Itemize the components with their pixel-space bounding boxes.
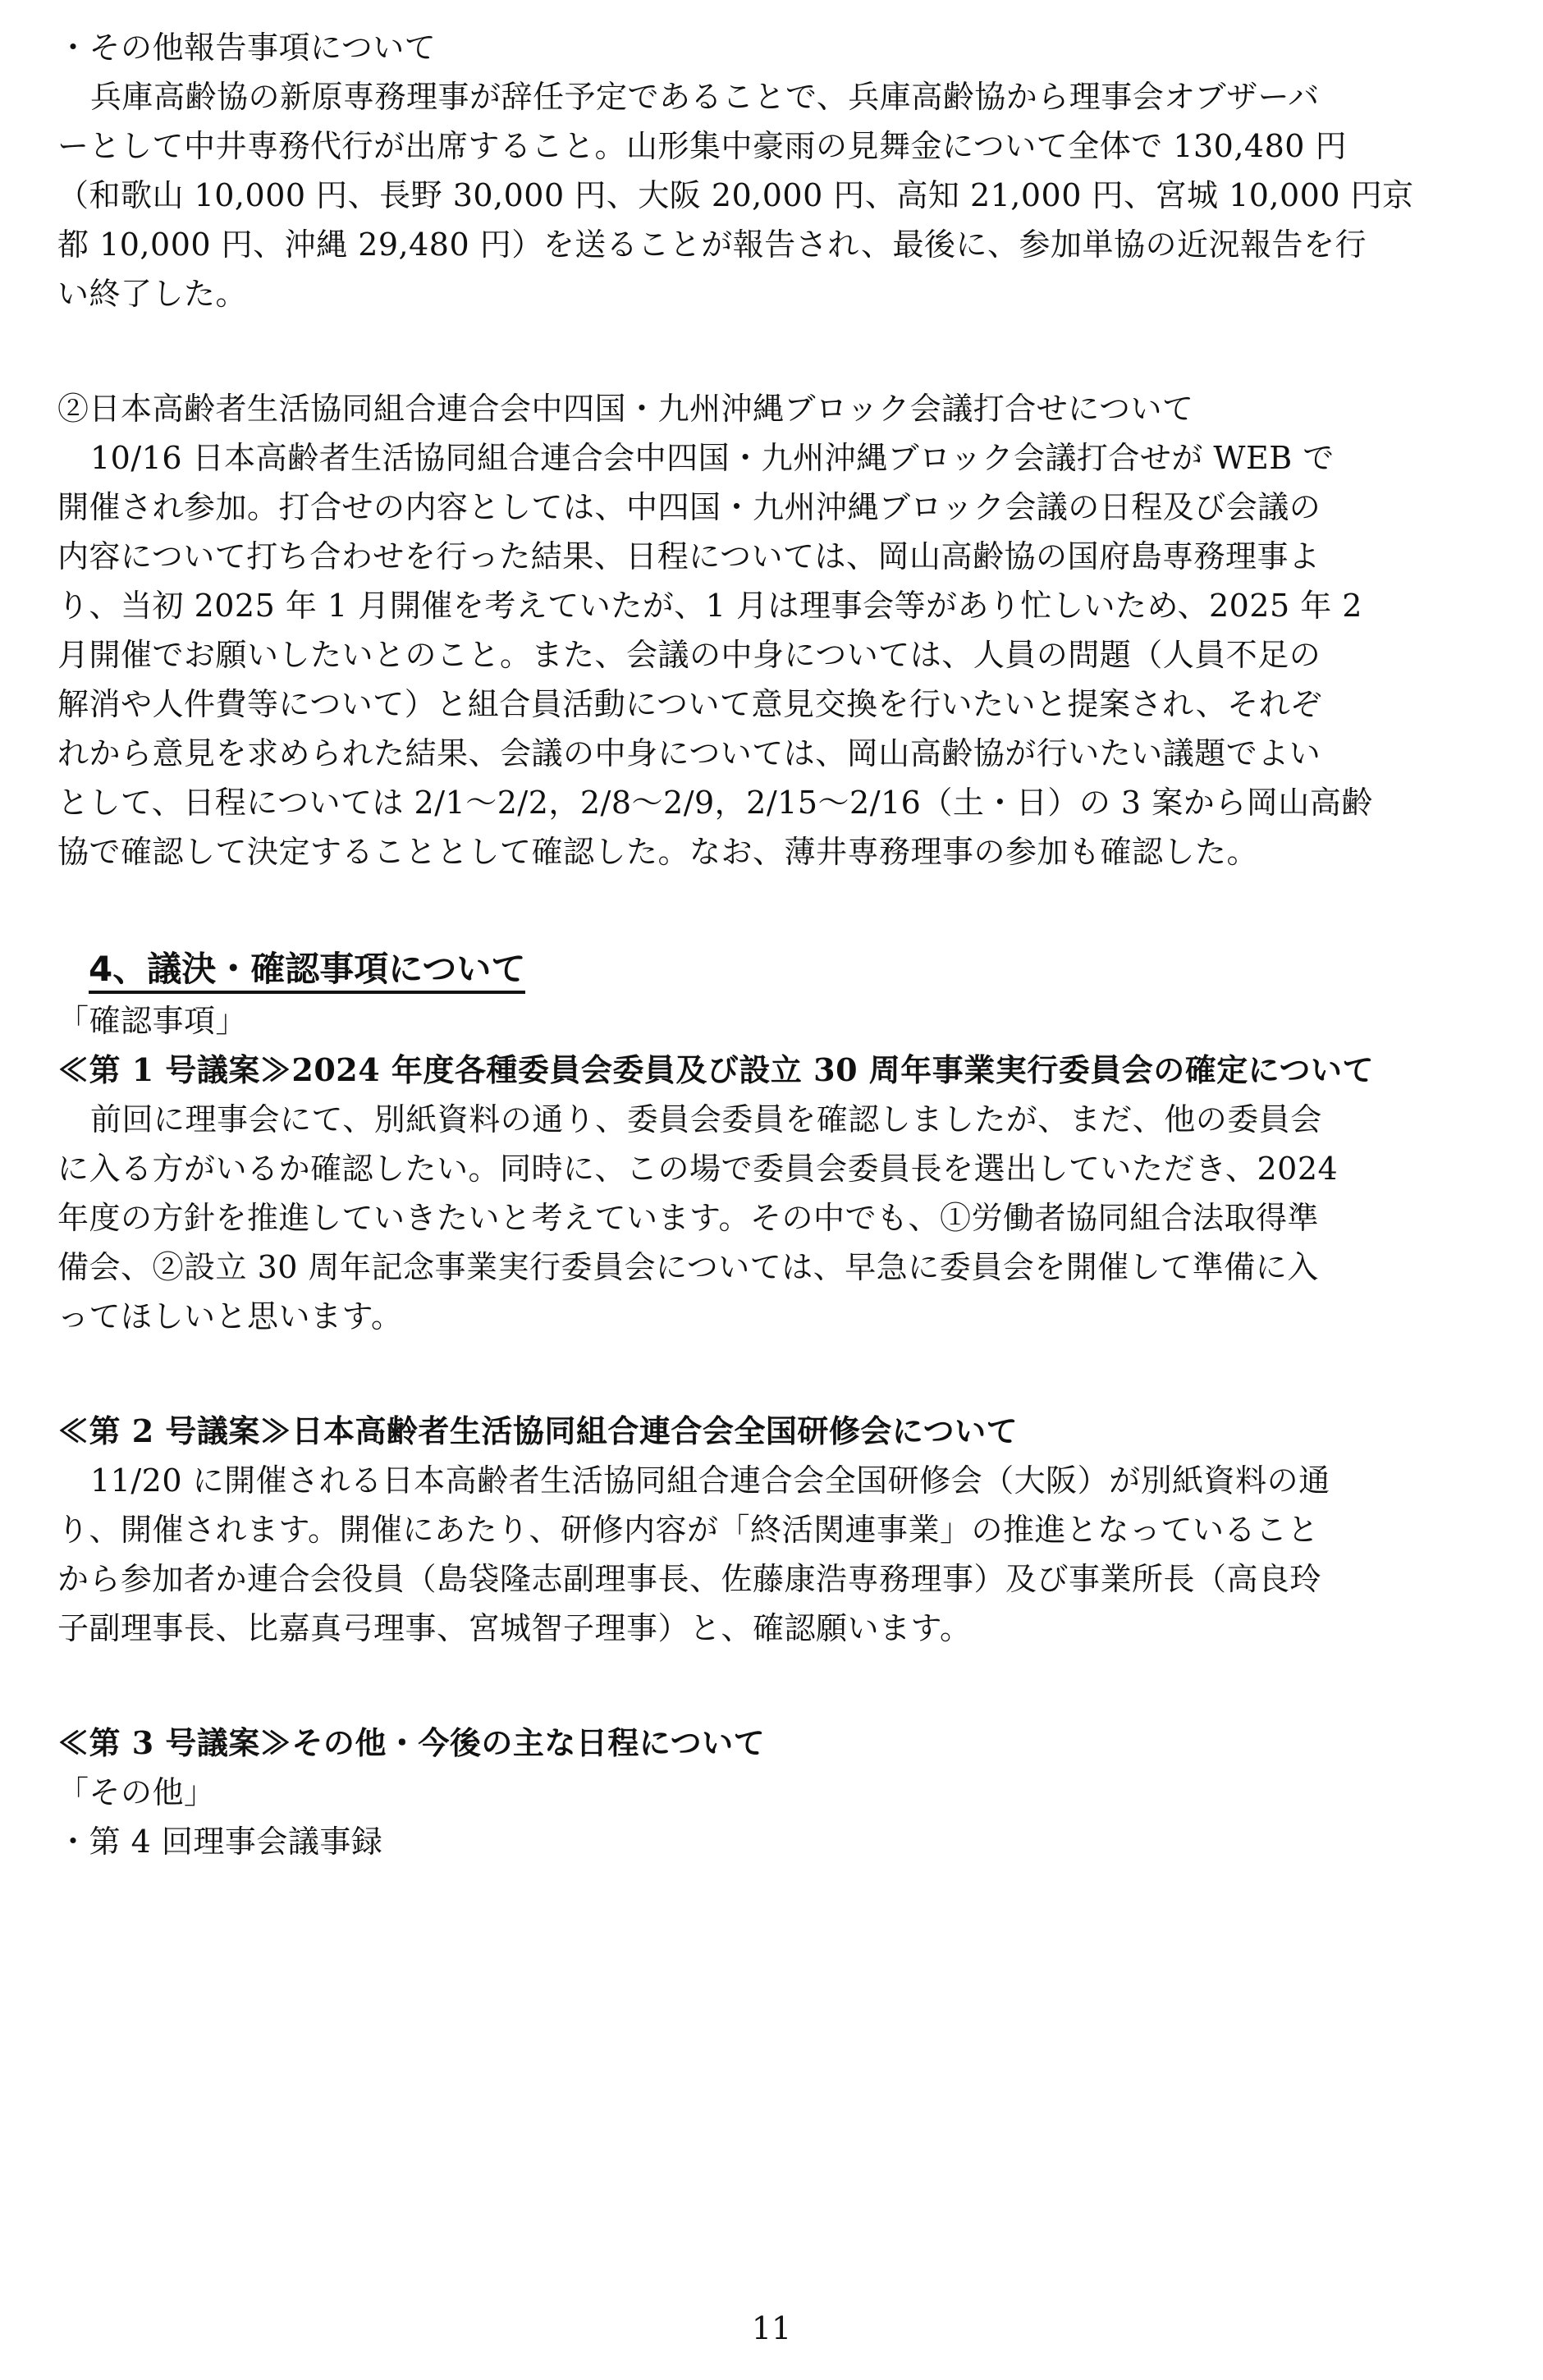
paragraph-line: 備会、②設立 30 周年記念事業実行委員会については、早急に委員会を開催して準備に入 (57, 1249, 1319, 1285)
other-subheading: 「その他」 (57, 1774, 216, 1810)
paragraph-line: 兵庫高齢協の新原専務理事が辞任予定であることで、兵庫高齢協から理事会オブザーバ (90, 79, 1320, 115)
paragraph-line: り、開催されます。開催にあたり、研修内容が「終活関連事業」の推進となっていること (57, 1512, 1319, 1548)
paragraph-line: 子副理事長、比嘉真弓理事、宮城智子理事）と、確認願います。 (57, 1610, 972, 1646)
paragraph-line: （和歌山 10,000 円、長野 30,000 円、大阪 20,000 円、高知 21,000 円、宮城 10,000 円京 (57, 177, 1414, 213)
paragraph-line: 前回に理事会にて、別紙資料の通り、委員会委員を確認しましたが、まだ、他の委員会 (90, 1101, 1322, 1137)
paragraph-line: から参加者か連合会役員（島袋隆志副理事長、佐藤康浩専務理事）及び事業所長（高良玲 (57, 1561, 1322, 1597)
section-4-heading-text: 4、議決・確認事項について (89, 949, 525, 994)
list-item: ・第 4 回理事会議事録 (57, 1824, 383, 1860)
section-4-heading (57, 942, 1502, 996)
paragraph-line: 年度の方針を推進していきたいと考えています。その中でも、①労働者協同組合法取得準 (57, 1200, 1319, 1236)
paragraph-line: 協で確認して決定することとして確認した。なお、薄井専務理事の参加も確認した。 (57, 834, 1259, 870)
paragraph-line: 月開催でお願いしたいとのこと。また、会議の中身については、人員の問題（人員不足の (57, 637, 1321, 673)
paragraph-line: 解消や人件費等について）と組合員活動について意見交換を行いたいと提案され、それぞ (57, 686, 1322, 722)
paragraph-line: ーとして中井専務代行が出席すること。山形集中豪雨の見舞金について全体で 130,480 円 (57, 128, 1348, 164)
paragraph-line: 10/16 日本高齢者生活協同組合連合会中四国・九州沖縄ブロック会議打合せが WEB で (90, 440, 1335, 476)
proposal-1-heading: ≪第 1 号議案≫2024 年度各種委員会委員及び設立 30 周年事業実行委員会の確定について (57, 1051, 1374, 1088)
document-page (57, 23, 1502, 1866)
paragraph-line: 内容について打ち合わせを行った結果、日程については、岡山高齢協の国府島専務理事よ (57, 538, 1321, 574)
proposal-3-heading: ≪第 3 号議案≫その他・今後の主な日程について (57, 1724, 766, 1761)
paragraph-line: 開催され参加。打合せの内容としては、中四国・九州沖縄ブロック会議の日程及び会議の (57, 489, 1321, 525)
block-meeting-heading: ②日本高齢者生活協同組合連合会中四国・九州沖縄ブロック会議打合せについて (57, 391, 1194, 427)
paragraph-line: り、当初 2025 年 1 月開催を考えていたが、1 月は理事会等があり忙しいため、2025 年 2 (57, 588, 1362, 624)
confirmation-items-subheading: 「確認事項」 (57, 1003, 248, 1039)
paragraph-line: として、日程については 2/1～2/2，2/8～2/9，2/15～2/16（土・日）の 3 案から岡山高齢 (57, 785, 1373, 821)
paragraph-line: ってほしいと思います。 (57, 1298, 403, 1334)
paragraph-line: 11/20 に開催される日本高齢者生活協同組合連合会全国研修会（大阪）が別紙資料の通 (90, 1462, 1330, 1499)
proposal-2-heading: ≪第 2 号議案≫日本高齢者生活協同組合連合会全国研修会について (57, 1412, 1019, 1449)
other-reports-heading: ・その他報告事項について (57, 30, 437, 66)
paragraph-line: い終了した。 (57, 276, 248, 312)
page-number: 11 (751, 2310, 792, 2346)
paragraph-line: れから意見を求められた結果、会議の中身については、岡山高齢協が行いたい議題でよい (57, 735, 1321, 771)
paragraph-line: に入る方がいるか確認したい。同時に、この場で委員会委員長を選出していただき、2024 (57, 1151, 1339, 1187)
paragraph-line: 都 10,000 円、沖縄 29,480 円）を送ることが報告され、最後に、参加単協の近況報告を行 (57, 227, 1367, 263)
